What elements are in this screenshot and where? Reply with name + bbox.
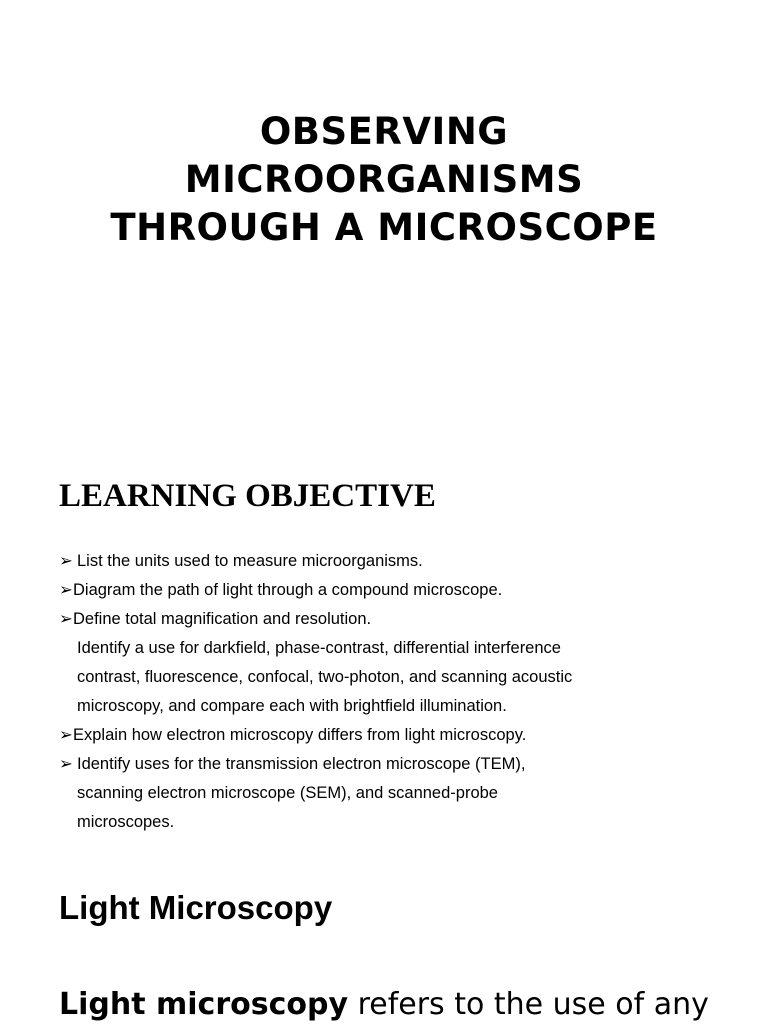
list-item xyxy=(59,547,739,576)
arrow-bullet-icon: ➢ xyxy=(59,581,73,599)
light-microscopy-intro xyxy=(59,985,709,1025)
objective-text: Explain how electron microscopy differs from light microscopy. xyxy=(73,726,527,744)
objective-text: Diagram the path of light through a compound microscope. xyxy=(73,581,503,599)
objective-text: Identify a use for darkfield, phase-contrast, differential interference contrast, fluorescence, confocal, two-photon, and scanning acoustic microscopy, and compare each with brightfield illumination. xyxy=(77,639,573,715)
objectives-list xyxy=(59,547,739,837)
page-title xyxy=(0,108,768,252)
list-item xyxy=(59,605,739,634)
title-line-3: THROUGH A MICROSCOPE xyxy=(110,206,658,249)
arrow-bullet-icon: ➢ xyxy=(59,726,73,744)
list-item xyxy=(59,750,739,837)
intro-bold-term: Light microscopy xyxy=(59,987,349,1022)
arrow-bullet-icon: ➢ xyxy=(59,755,73,773)
objective-text: Define total magnification and resolution. xyxy=(73,610,372,628)
list-item xyxy=(59,721,739,750)
title-line-2: MICROORGANISMS xyxy=(184,158,584,201)
list-item xyxy=(59,634,739,721)
objective-text: List the units used to measure microorganisms. xyxy=(77,552,423,570)
arrow-bullet-icon: ➢ xyxy=(59,552,73,570)
intro-rest: refers to the use of any xyxy=(348,987,709,1022)
title-line-1: OBSERVING xyxy=(259,110,509,153)
objective-text: Identify uses for the transmission electron microscope (TEM), scanning electron microscope (SEM), and scanned-probe microscopes. xyxy=(77,755,526,831)
arrow-bullet-icon: ➢ xyxy=(59,610,73,628)
light-microscopy-heading: Light Microscopy xyxy=(59,889,333,926)
list-item xyxy=(59,576,739,605)
learning-objective-heading: LEARNING OBJECTIVE xyxy=(59,478,436,514)
